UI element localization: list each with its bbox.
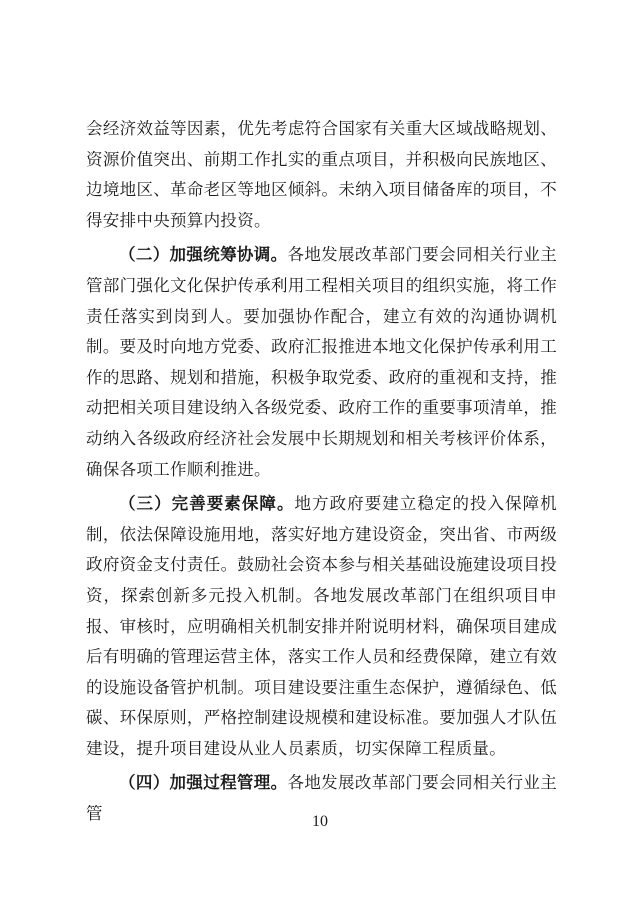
- paragraph-4-body: 各地发展改革部门要会同相关行业主管: [86, 773, 557, 824]
- paragraph-1: [86, 114, 557, 236]
- paragraph-2: [86, 240, 557, 485]
- paragraph-4-heading: （四）加强过程管理。: [119, 773, 288, 793]
- paragraph-3-body: 地方政府要建立稳定的投入保障机制，依法保障设施用地，落实好地方建设资金，突出省、市两级政府资金支付责任。鼓励社会资本参与相关基础设施建设项目投资，探索创新多元投入机制。各地发展改革部门在组织项目申报、审核时，应明确相关机制安排并附说明材料，确保项目建成后有明确的管理运营主体，落实工作人员和经费保障，建立有效的设施设备管护机制。项目建设要注重生态保护，遵循绿色、低碳、环保原则，严格控制建设规模和建设标准。要加强人才队伍建设，提升项目建设从业人员素质，切实保障工程质量。: [86, 494, 557, 758]
- document-body: [86, 114, 557, 830]
- paragraph-1-body: 会经济效益等因素，优先考虑符合国家有关重大区域战略规划、资源价值突出、前期工作扎实的重点项目，并积极向民族地区、边境地区、革命老区等地区倾斜。未纳入项目储备库的项目，不得安排中央预算内投资。: [86, 119, 557, 230]
- paragraph-3: [86, 489, 557, 764]
- paragraph-2-body: 各地发展改革部门要会同相关行业主管部门强化文化保护传承利用工程相关项目的组织实施，将工作责任落实到岗到人。要加强协作配合，建立有效的沟通协调机制。要及时向地方党委、政府汇报推进本地文化保护传承利用工作的思路、规划和措施，积极争取党委、政府的重视和支持，推动把相关项目建设纳入各级党委、政府工作的重要事项清单，推动纳入各级政府经济社会发展中长期规划和相关考核评价体系，确保各项工作顺利推进。: [86, 245, 557, 479]
- paragraph-2-heading: （二）加强统筹协调。: [119, 245, 288, 265]
- paragraph-3-heading: （三）完善要素保障。: [119, 494, 295, 514]
- page-number: 10: [312, 813, 328, 830]
